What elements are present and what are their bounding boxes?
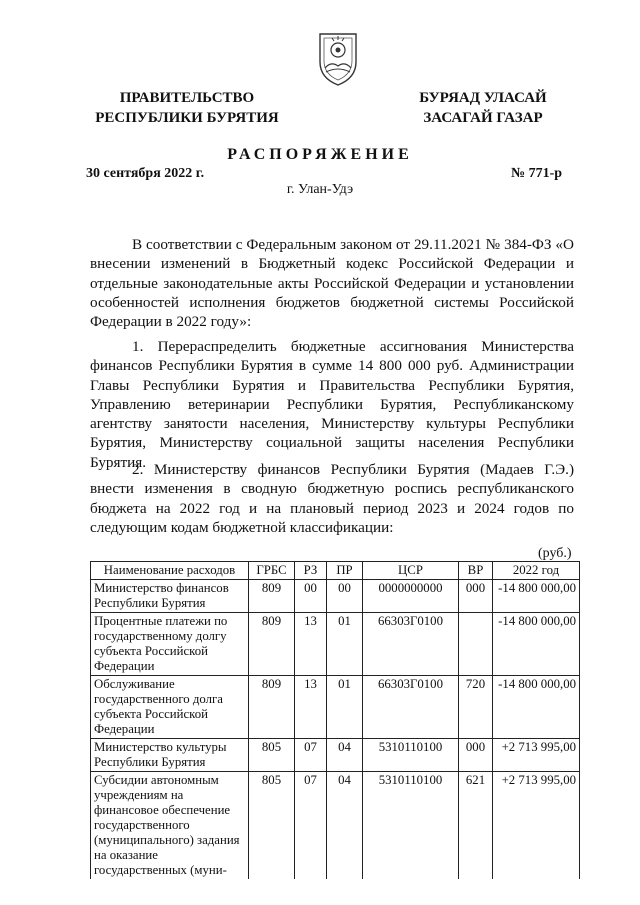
table-cell-amount: -14 800 000,00 <box>493 580 580 613</box>
table-row <box>91 772 580 880</box>
table-cell: 01 <box>327 613 363 676</box>
intro-paragraph: В соответствии с Федеральным законом от 29.11.2021 № 384-ФЗ «О внесении изменений в Бюджетный кодекс Российской Федерации и отдельные законодательные акты Российской Федерации и установлении особенностей исполнения бюджетов бюджетной системы Российской Федерации в 2022 году»: <box>90 236 574 331</box>
table-cell-amount: -14 800 000,00 <box>493 613 580 676</box>
table-cell-name: Процентные платежи по государственному долгу субъекта Российской Федерации <box>91 613 249 676</box>
table-cell: 0000000000 <box>363 580 459 613</box>
table-header-row <box>91 562 580 580</box>
table-cell: 66303Г0100 <box>363 676 459 739</box>
table-cell: 13 <box>295 676 327 739</box>
table-cell: 000 <box>459 580 493 613</box>
table-cell-name: Обслуживание государственного долга субъекта Российской Федерации <box>91 676 249 739</box>
table-cell: 07 <box>295 739 327 772</box>
column-header: Наименование расходов <box>91 562 249 580</box>
org-name-line: БУРЯАД УЛАСАЙ <box>419 90 547 106</box>
document-number: № 771-р <box>511 166 563 181</box>
item-1-paragraph: 1. Перераспределить бюджетные ассигнования Министерства финансов Республики Бурятия в сумме 14 800 000 руб. Администрации Главы Республики Бурятия и Правительства Республики Бурятия, Управлению ветеринарии Республики Бурятия, Республиканскому агентству занятости населения, Министерству культуры Республики Бурятия, Министерству социальной защиты населения Республики Бурятия. <box>90 338 574 471</box>
table-cell: 13 <box>295 613 327 676</box>
table-row <box>91 613 580 676</box>
document-city: г. Улан-Удэ <box>286 182 354 197</box>
column-header: ВР <box>459 562 493 580</box>
table-unit-label: (руб.) <box>538 546 572 561</box>
item-2-paragraph: 2. Министерству финансов Республики Бурятия (Мадаев Г.Э.) внести изменения в сводную бюджетную роспись республиканского бюджета на 2022 год и на плановый период 2023 и 2024 годов по следующим кодам бюджетной классификации: <box>90 461 574 536</box>
column-header: РЗ <box>295 562 327 580</box>
table-cell: 66303Г0100 <box>363 613 459 676</box>
table-cell: 809 <box>249 613 295 676</box>
table-cell-name: Министерство культуры Республики Бурятия <box>91 739 249 772</box>
table-cell: 000 <box>459 739 493 772</box>
column-header: ГРБС <box>249 562 295 580</box>
table-cell: 809 <box>249 676 295 739</box>
table-cell-amount: +2 713 995,00 <box>493 739 580 772</box>
column-header: ПР <box>327 562 363 580</box>
table-row <box>91 739 580 772</box>
org-name-line: РЕСПУБЛИКИ БУРЯТИЯ <box>95 110 279 126</box>
table-cell: 5310110100 <box>363 739 459 772</box>
table-cell: 04 <box>327 772 363 880</box>
table-cell: 00 <box>295 580 327 613</box>
budget-table <box>90 561 580 879</box>
table-cell: 805 <box>249 772 295 880</box>
org-name-line: ПРАВИТЕЛЬСТВО <box>119 90 255 106</box>
column-header: ЦСР <box>363 562 459 580</box>
table-cell-amount: +2 713 995,00 <box>493 772 580 880</box>
table-cell <box>459 613 493 676</box>
table-cell: 621 <box>459 772 493 880</box>
document-date: 30 сентября 2022 г. <box>86 166 205 181</box>
org-name-line: ЗАСАГАЙ ГАЗАР <box>423 110 543 126</box>
table-row <box>91 676 580 739</box>
table-cell: 00 <box>327 580 363 613</box>
table-cell-name: Министерство финансов Республики Бурятия <box>91 580 249 613</box>
org-name-buryat <box>404 88 562 128</box>
table-cell: 07 <box>295 772 327 880</box>
column-header: 2022 год <box>493 562 580 580</box>
org-name-russian <box>90 88 284 128</box>
table-cell: 5310110100 <box>363 772 459 880</box>
table-cell-amount: -14 800 000,00 <box>493 676 580 739</box>
table-cell: 04 <box>327 739 363 772</box>
table-row <box>91 580 580 613</box>
table-cell-name: Субсидии автономным учреждениям на финансовое обеспечение государственного (муниципального) задания на оказание государственных (муни- <box>91 772 249 880</box>
table-cell: 720 <box>459 676 493 739</box>
coat-of-arms-icon <box>312 28 364 88</box>
table-cell: 01 <box>327 676 363 739</box>
table-cell: 809 <box>249 580 295 613</box>
document-type-title: РАСПОРЯЖЕНИЕ <box>227 146 413 163</box>
table-cell: 805 <box>249 739 295 772</box>
